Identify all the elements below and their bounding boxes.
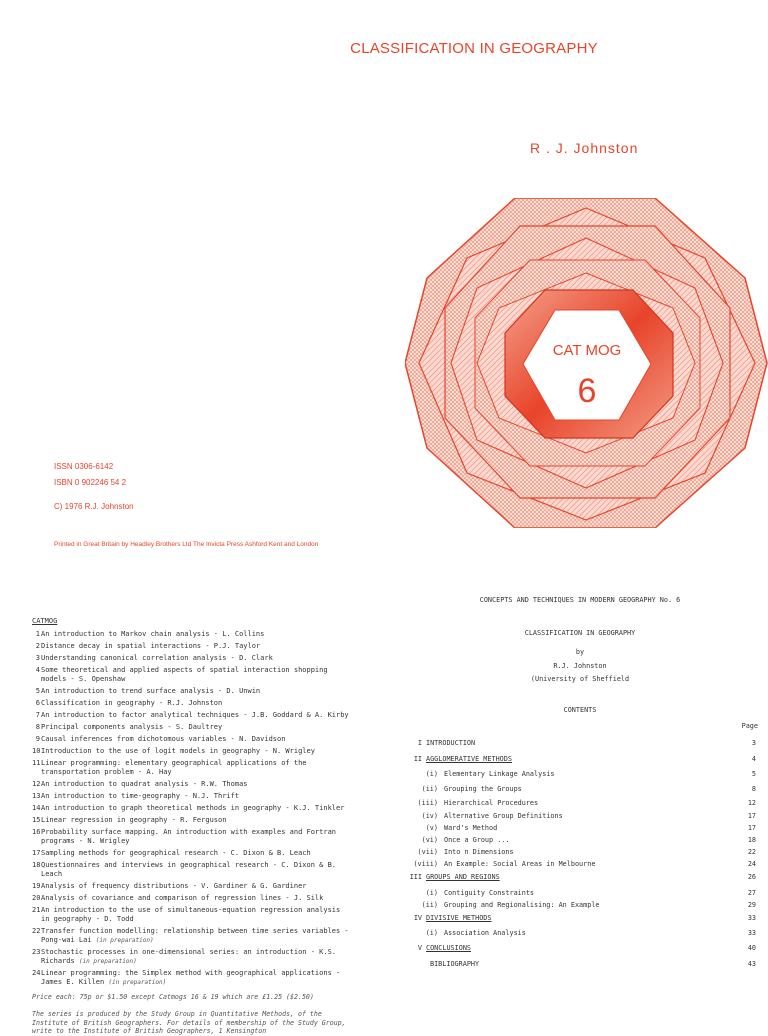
toc-label: CONCLUSIONS: [426, 944, 472, 952]
toc-page: 12: [747, 799, 756, 807]
contents-heading: CONTENTS: [563, 706, 597, 714]
toc-label: Elementary Linkage Analysis: [444, 770, 555, 778]
toc-page: 43: [747, 960, 756, 968]
toc-number: V: [417, 944, 422, 952]
series-item-text: Principal components analysis - S. Daultrey: [41, 723, 223, 731]
toc-label: Grouping and Regionalising: An Example: [444, 901, 600, 909]
toc-label: Ward's Method: [444, 824, 498, 832]
series-item: [32, 969, 352, 987]
toc-row: [404, 848, 760, 858]
toc-label: Association Analysis: [444, 929, 526, 937]
series-item-number: 13: [32, 792, 41, 800]
series-item-text: An introduction to quadrat analysis - R.W. Thomas: [41, 780, 248, 788]
toc-number: (iv): [421, 812, 438, 820]
series-item-text: Introduction to the use of logit models in geography - N. Wrigley: [41, 747, 315, 755]
series-item: [32, 861, 352, 879]
issn: ISSN 0306-6142: [54, 462, 114, 471]
series-item: [32, 780, 352, 789]
cover-illustration: [405, 198, 768, 528]
series-item-text: Probability surface mapping. An introduction with examples and Fortran programs - N. Wrigley: [41, 828, 337, 845]
series-item: [32, 642, 352, 651]
series-item-text: An introduction to factor analytical techniques - J.B. Goddard & A. Kirby: [41, 711, 349, 719]
series-item-number: 4: [35, 666, 40, 674]
toc-label: GROUPS AND REGIONS: [426, 873, 500, 881]
series-item-number: 21: [32, 906, 41, 914]
toc-row: [404, 914, 760, 924]
series-item-text: An introduction to the use of simultaneous-equation regression analysis in geography - D. Todd: [41, 906, 341, 923]
series-item-number: 1: [35, 630, 40, 638]
toc-row: [404, 824, 760, 834]
series-item: [32, 759, 352, 777]
toc-row: [404, 812, 760, 822]
toc-number: IV: [413, 914, 422, 922]
toc-number: III: [409, 873, 422, 881]
cover-title: CLASSIFICATION IN GEOGRAPHY: [350, 40, 598, 57]
series-item: [32, 735, 352, 744]
series-item: [32, 816, 352, 825]
catmog-series-list: [32, 617, 352, 1036]
series-title: CONCEPTS AND TECHNIQUES IN MODERN GEOGRAPHY No. 6: [479, 596, 681, 604]
series-item-text: Some theoretical and applied aspects of spatial interaction shopping models - S. Openshaw: [41, 666, 328, 683]
series-item-number: 2: [35, 642, 40, 650]
in-preparation-note: (in preparation): [95, 937, 154, 944]
series-heading: CATMOG: [32, 617, 58, 625]
affiliation: (University of Sheffield: [530, 675, 630, 683]
series-item-number: 8: [35, 723, 40, 731]
toc-number: II: [413, 755, 422, 763]
series-footer: The series is produced by the Study Group in Quantitative Methods, of the Institute of British Geographers. For details of membership of the Study Group, write to the Institute of British Geographers, 1 Kensington: [32, 1010, 346, 1035]
series-items: [32, 630, 352, 987]
series-item: [32, 747, 352, 756]
toc-page: 33: [747, 914, 756, 922]
series-item: [32, 927, 352, 945]
series-item-text: Distance decay in spatial interactions - P.J. Taylor: [41, 642, 261, 650]
series-item: [32, 699, 352, 708]
series-item-text: Analysis of frequency distributions - V. Gardiner & G. Gardiner: [41, 882, 307, 890]
series-item-number: 14: [32, 804, 41, 812]
series-item-text: An introduction to Markov chain analysis - L. Collins: [41, 630, 265, 638]
series-item-number: 16: [32, 828, 41, 836]
series-item: [32, 630, 352, 639]
series-item-text: Classification in geography - R.J. Johnston: [41, 699, 223, 707]
series-item-number: 10: [32, 747, 41, 755]
series-item: [32, 948, 352, 966]
series-item: [32, 828, 352, 846]
series-item: [32, 792, 352, 801]
toc-number: (vii): [417, 848, 438, 856]
series-item-text: An introduction to time-geography - N.J. Thrift: [41, 792, 240, 800]
in-preparation-note: (in preparation): [108, 979, 167, 986]
toc-row: [404, 929, 760, 939]
series-item-number: 7: [35, 711, 40, 719]
toc-row: [404, 873, 760, 883]
toc-row: [404, 799, 760, 809]
series-item-number: 11: [32, 759, 41, 767]
toc-row: [404, 860, 760, 870]
toc-label: An Example: Social Areas in Melbourne: [444, 860, 596, 868]
toc-label: Into n Dimensions: [444, 848, 514, 856]
series-item: [32, 666, 352, 684]
toc-number: (vi): [421, 836, 438, 844]
series-item: [32, 804, 352, 813]
toc-row: [404, 901, 760, 911]
series-item-text: Causal inferences from dichotomous variables - N. Davidson: [41, 735, 286, 743]
toc-page: 18: [747, 836, 756, 844]
toc-row: [404, 755, 760, 765]
toc-number: (v): [425, 824, 438, 832]
series-item: [32, 711, 352, 720]
toc-label: DIVISIVE METHODS: [426, 914, 492, 922]
series-item-number: 5: [35, 687, 40, 695]
series-item: [32, 894, 352, 903]
toc-page: 24: [747, 860, 756, 868]
toc-page: 3: [751, 739, 756, 747]
badge-top-text: CAT MOG: [552, 342, 622, 359]
series-item-number: 17: [32, 849, 41, 857]
series-item: [32, 654, 352, 663]
series-item: [32, 849, 352, 858]
series-item-number: 9: [35, 735, 40, 743]
toc-page: 5: [751, 770, 756, 778]
badge-number: 6: [577, 372, 597, 410]
page-column-heading: Page: [741, 722, 758, 730]
toc-page: 8: [751, 785, 756, 793]
series-item-number: 18: [32, 861, 41, 869]
series-item-number: 12: [32, 780, 41, 788]
toc-page: 22: [747, 848, 756, 856]
toc-number: (i): [425, 889, 438, 897]
series-item-number: 6: [35, 699, 40, 707]
printer-note: Printed in Great Britain by Headley Brothers Ltd The Invicta Press Ashford Kent and London: [54, 541, 319, 548]
toc-label: INTRODUCTION: [426, 739, 476, 747]
by-line: by: [575, 648, 585, 656]
series-item-number: 3: [35, 654, 40, 662]
toc-page: 4: [751, 755, 756, 763]
toc-row: [404, 889, 760, 899]
series-item-text: An introduction to trend surface analysis - D. Unwin: [41, 687, 261, 695]
cover-author: R . J. Johnston: [530, 140, 639, 156]
series-item: [32, 906, 352, 924]
series-item-text: Linear programming: the Simplex method with geographical applications - James E. Killen: [41, 969, 341, 986]
toc-page: 17: [747, 812, 756, 820]
toc-label: BIBLIOGRAPHY: [430, 960, 480, 968]
toc-label: AGGLOMERATIVE METHODS: [426, 755, 512, 763]
series-item-number: 22: [32, 927, 41, 935]
contents-author: R.J. Johnston: [553, 662, 607, 670]
series-item-text: Questionnaires and interviews in geographical research - C. Dixon & B. Leach: [41, 861, 337, 878]
toc-row: [404, 944, 760, 954]
series-item: [32, 687, 352, 696]
series-item: [32, 882, 352, 891]
toc-number: (ii): [421, 901, 438, 909]
series-item-number: 19: [32, 882, 41, 890]
toc-label: Grouping the Groups: [444, 785, 522, 793]
series-item-text: Linear programming: elementary geographical applications of the transportation problem - A. Hay: [41, 759, 307, 776]
series-item-text: Sampling methods for geographical research - C. Dixon & B. Leach: [41, 849, 311, 857]
toc-number: (i): [425, 929, 438, 937]
isbn: ISBN 0 902246 54 2: [54, 478, 127, 487]
toc-label: Alternative Group Definitions: [444, 812, 563, 820]
price-note: Price each: 75p or $1.50 except Catmogs 16 & 19 which are £1.25 ($2.50): [32, 993, 314, 1001]
series-item-text: Stochastic processes in one-dimensional series: an introduction - K.S. Richards: [41, 948, 337, 965]
toc-page: 27: [747, 889, 756, 897]
toc-page: 40: [747, 944, 756, 952]
series-item-text: Understanding canonical correlation analysis - D. Clark: [41, 654, 273, 662]
toc-page: 29: [747, 901, 756, 909]
toc-number: (viii): [413, 860, 438, 868]
series-item-text: Transfer function modelling: relationship between time series variables - Pong-wai Lai: [41, 927, 349, 944]
series-item: [32, 723, 352, 732]
toc-page: 17: [747, 824, 756, 832]
series-item-number: 20: [32, 894, 41, 902]
series-item-number: 24: [32, 969, 41, 977]
toc-page: 33: [747, 929, 756, 937]
series-item-text: An introduction to graph theoretical methods in geography - K.J. Tinkler: [41, 804, 345, 812]
toc-row: [404, 960, 760, 970]
series-item-number: 23: [32, 948, 41, 956]
toc-page: 26: [747, 873, 756, 881]
toc-label: Hierarchical Procedures: [444, 799, 539, 807]
in-preparation-note: (in preparation): [78, 958, 137, 965]
series-item-text: Analysis of covariance and comparison of regression lines - J. Silk: [41, 894, 324, 902]
copyright: C) 1976 R.J. Johnston: [54, 502, 134, 511]
toc-label: Contiguity Constraints: [444, 889, 535, 897]
contents-book-title: CLASSIFICATION IN GEOGRAPHY: [524, 629, 636, 637]
toc-row: [404, 836, 760, 846]
toc-number: (ii): [421, 785, 438, 793]
toc-number: (i): [425, 770, 438, 778]
toc-number: (iii): [417, 799, 438, 807]
toc-row: [404, 739, 760, 749]
series-item-text: Linear regression in geography - R. Ferguson: [41, 816, 227, 824]
toc-row: [404, 770, 760, 780]
toc-label: Once a Group ...: [444, 836, 510, 844]
toc-row: [404, 785, 760, 795]
toc-number: I: [417, 739, 422, 747]
series-item-number: 15: [32, 816, 41, 824]
